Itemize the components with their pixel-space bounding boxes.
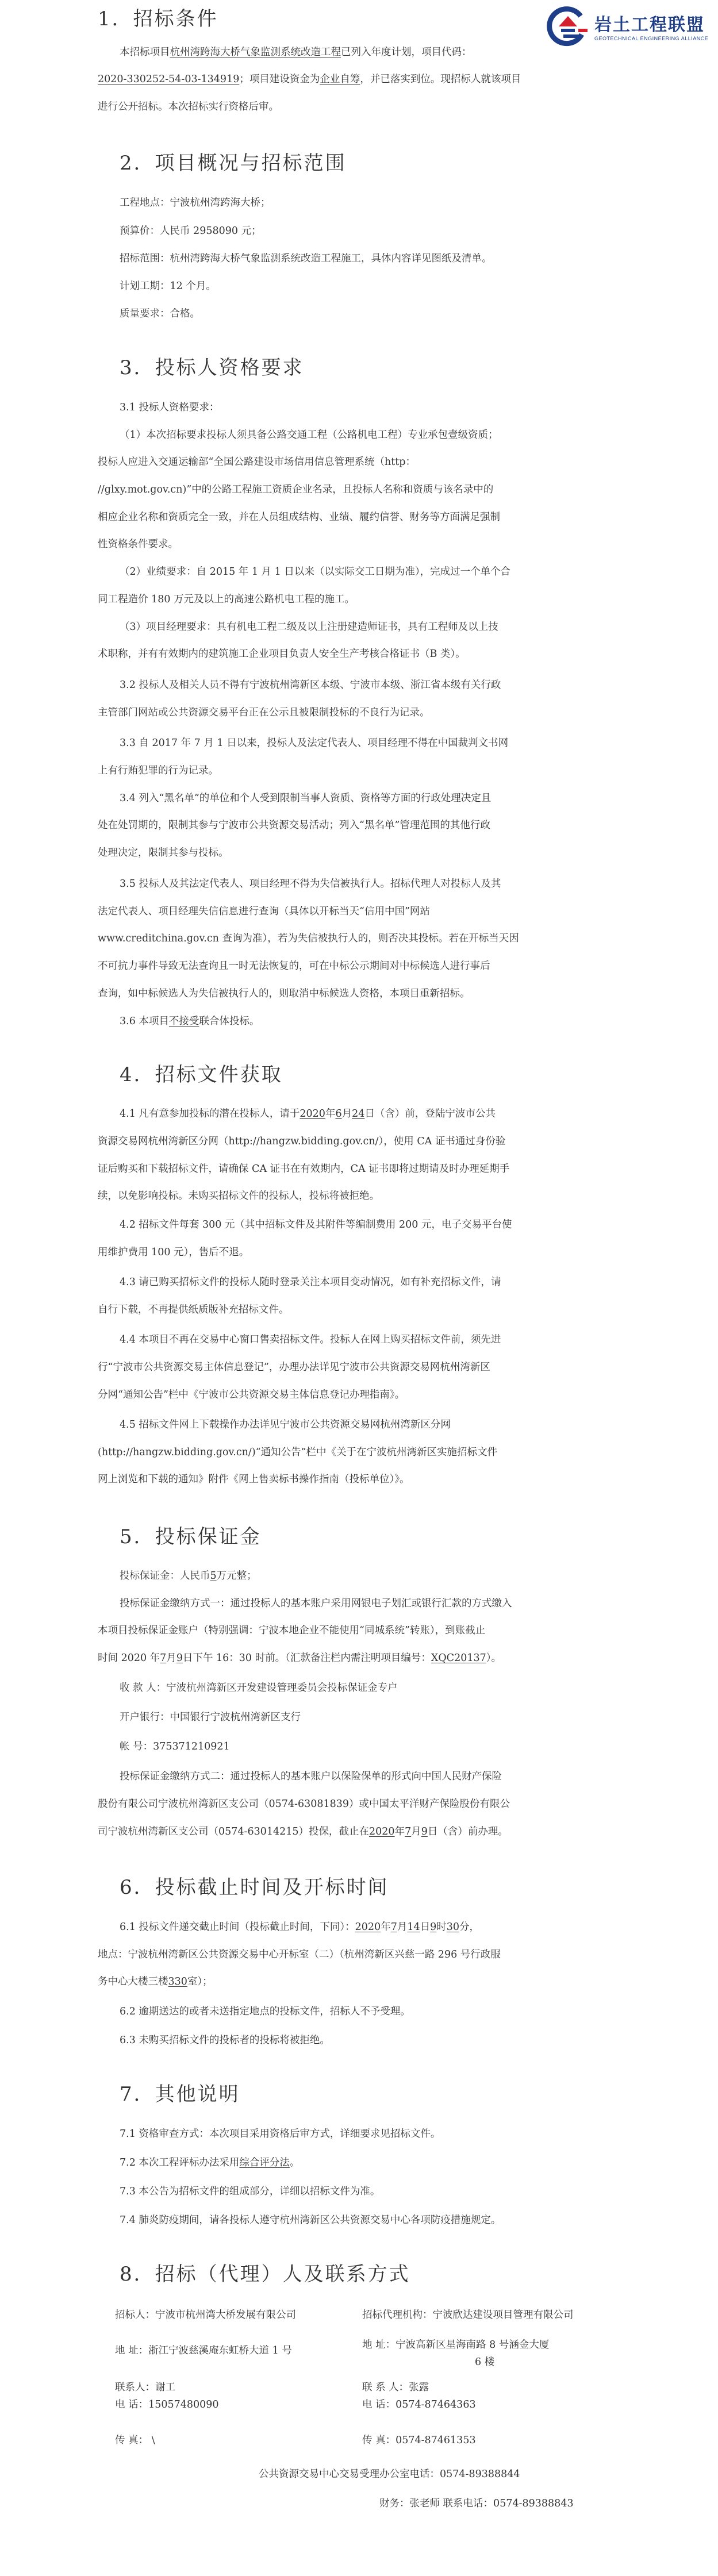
s1-text: ；项目建设资金为 — [239, 74, 320, 85]
s5-bank: 开户银行：中国银行宁波杭州湾新区支行 — [120, 1712, 301, 1723]
s7-text: 。 — [289, 2157, 300, 2169]
s2-duration: 计划工期：12 个月。 — [120, 280, 216, 292]
section-title-5: 5．投标保证金 — [120, 1525, 262, 1548]
s7-line: 7.3 本公告为招标文件的组成部分，详细以招标文件为准。 — [120, 2186, 381, 2197]
s5-account: 帐 号：375371210921 — [120, 1741, 230, 1752]
agent-address-floor: 6 楼 — [475, 2356, 495, 2368]
agent-address: 地 址：宁波高新区星海南路 8 号涵金大厦 — [362, 2339, 550, 2351]
s6-text: 6.1 投标文件递交截止时间（投标截止时间，下同）： — [120, 1921, 355, 1933]
s3-line: 性资格条件要求。 — [98, 539, 178, 550]
project-number: XQC20137 — [431, 1652, 486, 1664]
s4-line: 续，以免影响投标。未购买招标文件的投标人，投标将被拒绝。 — [98, 1190, 379, 1202]
s4-line: 资源交易网杭州湾新区分网（http://hangzw.bidding.gov.cn/），使用 CA 证书通过身份验 — [98, 1136, 506, 1147]
agent-name: 招标代理机构：宁波欣达建设项目管理有限公司 — [362, 2309, 574, 2321]
s4-line: (http://hangzw.bidding.gov.cn/)“通知公告”栏中《关于在宁波杭州湾新区实施招标文件 — [98, 1447, 498, 1458]
time-minute: 30 — [446, 1921, 460, 1933]
s1-text: 已列入年度计划，项目代码： — [341, 47, 472, 58]
finance-contact: 财务：张老师 联系电话：0574-89388843 — [379, 2498, 574, 2509]
s6-text: 分， — [459, 1921, 480, 1933]
section-title-2: 2．项目概况与招标范围 — [120, 152, 347, 175]
s5-text: 投标保证金：人民币 — [120, 1570, 210, 1582]
s4-line: 4.4 本项目不再在交易中心窗口售卖招标文件。投标人在网上购买招标文件前，须先进 — [120, 1334, 501, 1345]
fund-source: 企业自筹 — [320, 74, 360, 85]
s6-deadline — [120, 1920, 479, 1934]
s6-line: 6.3 未购买招标文件的投标者的投标将被拒绝。 — [120, 2035, 330, 2046]
s3-line: 3.5 投标人及其法定代表人、项目经理不得为失信被执行人。招标代理人对投标人及其 — [120, 878, 501, 890]
s5-line: 投标保证金缴纳方式一：通过投标人的基本账户采用网银电子划汇或银行汇款的方式缴入 — [120, 1598, 512, 1609]
s2-quality: 质量要求：合格。 — [120, 308, 200, 320]
tenderee-address: 地 址：浙江宁波慈溪庵东虹桥大道 1 号 — [115, 2345, 292, 2356]
s5-line: 本项目投标保证金账户（特别强调：宁波本地企业不能使用“同城系统”转账），到账截止 — [98, 1625, 486, 1636]
s3-line: （2）业绩要求：自 2015 年 1 月 1 日以来（以实际交工日期为准），完成过一个单个合 — [120, 566, 511, 578]
s2-scope: 招标范围：杭州湾跨海大桥气象监测系统改造工程施工，具体内容详见图纸及清单。 — [120, 253, 492, 264]
date-year: 2020 — [300, 1108, 325, 1120]
date-month: 7 — [405, 1826, 412, 1837]
s5-line: 投标保证金缴纳方式二：通过投标人的基本账户以保险保单的形式向中国人民财产保险 — [120, 1771, 502, 1782]
s5-payee: 收 款 人：宁波杭州湾新区开发建设管理委员会投标保证金专户 — [120, 1682, 398, 1694]
s1-text: ，并已落实到位。现招标人就该项目 — [360, 74, 521, 85]
s2-budget: 预算价：人民币 2958090 元； — [120, 225, 262, 237]
s4-line-1 — [120, 1107, 496, 1121]
s4-line: 分网“通知公告”栏中《宁波市公共资源交易主体信息登记办理指南》。 — [98, 1389, 405, 1401]
s4-line: 用维护费用 100 元），售后不退。 — [98, 1247, 249, 1258]
agent-fax: 传 真：0574-87461353 — [362, 2435, 476, 2446]
alliance-logo — [546, 3, 713, 51]
s3-line: 3.1 投标人资格要求： — [120, 402, 220, 413]
room-number: 330 — [168, 1976, 187, 1987]
logo-name: 岩土工程联盟 — [594, 16, 705, 34]
s6-location: 地点：宁波杭州湾新区公共资源交易中心开标室（二）（杭州湾新区兴慈一路 296 号行政服 — [98, 1949, 501, 1960]
section-title-8: 8．招标（代理）人及联系方式 — [120, 2263, 410, 2286]
time-hour: 9 — [430, 1921, 437, 1933]
s5-line — [98, 1825, 508, 1839]
date-day: 14 — [407, 1921, 420, 1933]
agent-phone: 电 话：0574-87464363 — [362, 2399, 476, 2410]
s6-text: 时 — [436, 1921, 447, 1933]
s3-line: //glxy.mot.gov.cn)”中的公路工程施工资质企业名录，且投标人名称和资质与该名录中的 — [98, 484, 494, 495]
s3-line: 3.4 列入“黑名单”的单位和个人受到限制当事人资质、资格等方面的行政处理决定且 — [120, 793, 492, 804]
logo-emblem-icon — [546, 6, 590, 48]
s4-line: 自行下载，不再提供纸质版补充招标文件。 — [98, 1304, 289, 1316]
s3-line: 主管部门网站或公共资源交易平台正在公示且被限制投标的不良行为记录。 — [98, 707, 430, 718]
s4-text: 4.1 凡有意参加投标的潜在投标人，请于 — [120, 1108, 300, 1120]
project-code: 2020-330252-54-03-134919 — [98, 74, 240, 85]
s4-line: 4.2 招标文件每套 300 元（其中招标文件及其附件等编制费用 200 元，电子交易平台使 — [120, 1219, 512, 1231]
consortium-status: 不接受 — [168, 1016, 199, 1027]
tenderee-phone: 电 话：15057480090 — [115, 2399, 219, 2410]
s5-text: 时间 2020 年 — [98, 1652, 160, 1664]
s4-line: 4.5 招标文件网上下载操作办法详见宁波市公共资源交易网杭州湾新区分网 — [120, 1419, 451, 1431]
s1-line-1 — [120, 45, 472, 59]
s6-line: 6.2 逾期送达的或者未送指定地点的投标文件，招标人不予受理。 — [120, 2006, 410, 2017]
s5-text: 日下午 16：30 时前。（汇款备注栏内需注明项目编号： — [182, 1652, 431, 1664]
section-title-7: 7．其他说明 — [120, 2083, 240, 2106]
s4-line: 证后购买和下载招标文件，请确保 CA 证书在有效期内，CA 证书即将过期请及时办理延期手 — [98, 1163, 510, 1175]
section-title-4: 4．招标文件获取 — [120, 1063, 283, 1086]
s3-line: 3.2 投标人及相关人员不得有宁波杭州湾新区本级、宁波市本级、浙江省本级有关行政 — [120, 679, 501, 691]
s6-text: 年 — [381, 1921, 391, 1933]
s3-line: 处理决定，限制其参与投标。 — [98, 847, 229, 859]
s2-location: 工程地点：宁波杭州湾跨海大桥； — [120, 197, 271, 209]
s5-text: 万元整； — [216, 1570, 257, 1582]
s5-text: 月 — [166, 1652, 176, 1664]
s3-line: 处在处罚期的，限制其参与宁波市公共资源交易活动；列入“黑名单”管理范围的其他行政 — [98, 820, 490, 831]
s4-text: 月 — [341, 1108, 352, 1120]
tenderee-contact: 联系人：谢工 — [115, 2382, 175, 2393]
s1-text: 本招标项目 — [120, 47, 170, 58]
date-month: 6 — [335, 1108, 342, 1120]
s6-text: 务中心大楼三楼 — [98, 1976, 168, 1987]
s3-line: 3.3 自 2017 年 7 月 1 日以来，投标人及法定代表人、项目经理不得在中国裁判文书网 — [120, 737, 509, 749]
s5-text: 司宁波杭州湾新区支公司（0574-63014215）投保，截止在 — [98, 1826, 370, 1837]
s1-line-2 — [98, 72, 521, 86]
s3-text: 3.6 本项目 — [120, 1016, 169, 1027]
s3-line: www.creditchina.gov.cn 查询为准），若为失信被执行人的，则否决其投标。若在开标当天因 — [98, 933, 519, 944]
s6-text: 室）； — [187, 1976, 213, 1987]
date-month: 7 — [160, 1652, 167, 1664]
s7-line: 7.4 肺炎防疫期间，请各投标人遵守杭州湾新区公共资源交易中心各项防疫措施规定。 — [120, 2214, 501, 2226]
s3-line: （1）本次招标要求投标人须具备公路交通工程（公路机电工程）专业承包壹级资质； — [120, 429, 498, 441]
project-name: 杭州湾跨海大桥气象监测系统改造工程 — [170, 47, 341, 58]
s3-line: 上有行贿犯罪的行为记录。 — [98, 765, 218, 776]
tenderee-name: 招标人：宁波市杭州湾大桥发展有限公司 — [115, 2309, 296, 2321]
s7-evaluation — [120, 2156, 300, 2170]
s5-text: 年 — [394, 1826, 405, 1837]
s3-line: 术职称，并有有效期内的建筑施工企业项目负责人安全生产考核合格证书（B 类）。 — [98, 648, 466, 660]
s6-text: 月 — [397, 1921, 408, 1933]
s5-text: ）。 — [486, 1652, 501, 1664]
s5-text: 月 — [411, 1826, 421, 1837]
s1-line-3: 进行公开招标。本次招标实行资格后审。 — [98, 101, 279, 113]
s5-line: 股份有限公司宁波杭州湾新区支公司（0574-63081839）或中国太平洋财产保险股份有限公 — [98, 1798, 510, 1810]
section-title-3: 3．投标人资格要求 — [120, 356, 304, 379]
section-title-1: 1．招标条件 — [98, 7, 218, 30]
s4-line: 行“宁波市公共资源交易主体信息登记”，办理办法详见宁波市公共资源交易网杭州湾新区 — [98, 1362, 490, 1373]
s3-text: 联合体投标。 — [199, 1016, 260, 1027]
s3-line: 查询，如中标候选人为失信被执行人的，则取消中标候选人资格，本项目重新招标。 — [98, 988, 470, 999]
tenderee-fax: 传 真： \ — [115, 2435, 155, 2446]
s3-line: 法定代表人、项目经理失信信息进行查询（具体以开标当天“信用中国”网站 — [98, 906, 430, 917]
date-day: 24 — [352, 1108, 365, 1120]
s3-line: 同工程造价 180 万元及以上的高速公路机电工程的施工。 — [98, 594, 355, 605]
s4-line: 网上浏览和下载的通知》附件《网上售卖标书操作指南（投标单位）》。 — [98, 1474, 410, 1485]
logo-subtitle: GEOTECHNICAL ENGINEERING ALLIANCE — [594, 36, 709, 41]
deposit-amount: 5 — [210, 1570, 217, 1582]
s3-line: 投标人应进入交通运输部“全国公路建设市场信用信息管理系统（http： — [98, 456, 416, 468]
s5-text: 日（含）前办理。 — [427, 1826, 508, 1837]
section-title-6: 6．投标截止时间及开标时间 — [120, 1876, 389, 1899]
evaluation-method: 综合评分法 — [239, 2157, 290, 2169]
s5-amount — [120, 1569, 257, 1583]
s6-room — [98, 1975, 213, 1989]
date-day: 9 — [421, 1826, 428, 1837]
date-year: 2020 — [355, 1921, 381, 1933]
s4-text: 年 — [325, 1108, 336, 1120]
s6-text: 日 — [420, 1921, 431, 1933]
s3-line: （3）项目经理要求：具有机电工程二级及以上注册建造师证书，具有工程师及以上技 — [120, 621, 498, 633]
s7-line: 7.1 资格审查方式：本次项目采用资格后审方式，详细要求见招标文件。 — [120, 2128, 441, 2140]
s3-line: 不可抗力事件导致无法查询且一时无法恢复的，可在中标公示期间对中标候选人进行事后 — [98, 960, 490, 972]
s5-deadline — [98, 1651, 501, 1665]
trading-center-phone: 公共资源交易中心交易受理办公室电话：0574-89388844 — [259, 2469, 520, 2480]
agent-contact: 联 系 人：张露 — [362, 2382, 429, 2393]
s4-text: 日（含）前，登陆宁波市公共 — [364, 1108, 496, 1120]
s3-line: 相应企业名称和资质完全一致，并在人员组成结构、业绩、履约信誉、财务等方面满足强制 — [98, 512, 500, 523]
date-month: 7 — [390, 1921, 397, 1933]
date-day: 9 — [176, 1652, 183, 1664]
s7-text: 7.2 本次工程评标办法采用 — [120, 2157, 240, 2169]
s3-consortium — [120, 1014, 259, 1028]
date-year: 2020 — [369, 1826, 395, 1837]
s4-line: 4.3 请已购买招标文件的投标人随时登录关注本项目变动情况，如有补充招标文件，请 — [120, 1277, 501, 1288]
